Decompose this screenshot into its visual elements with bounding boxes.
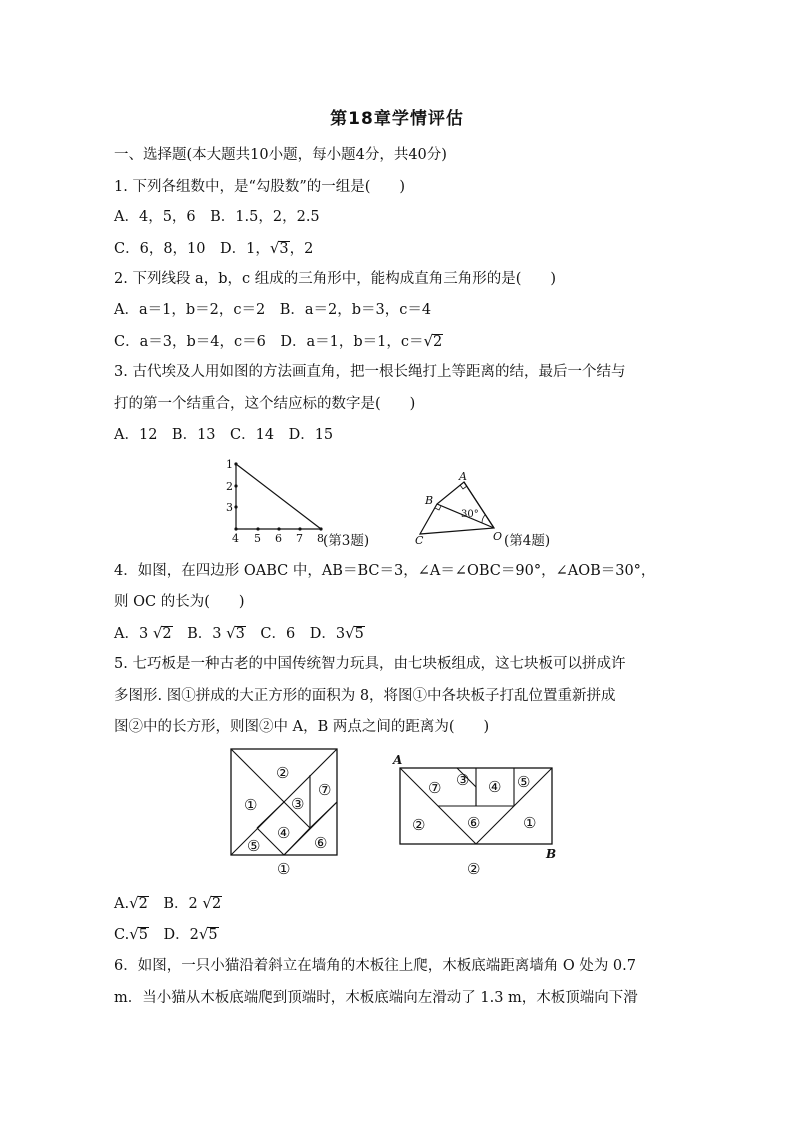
q1-options-cd bbox=[114, 238, 313, 259]
radicand: 5 bbox=[354, 626, 364, 642]
sqrt-sign: √ bbox=[129, 894, 139, 912]
q5-stem-line3: 图②中的长方形，则图②中 A，B 两点之间的距离为( ) bbox=[114, 719, 490, 735]
page-title: 第18章学情评估 bbox=[330, 109, 464, 129]
q4-option-c: C．6 bbox=[260, 626, 296, 642]
sqrt-sign: √ bbox=[202, 894, 212, 912]
radicand: 2 bbox=[138, 896, 148, 912]
knot-label-3: 3 bbox=[226, 501, 233, 514]
q5-option-d: D．2 bbox=[163, 927, 199, 943]
radicand: 2 bbox=[211, 896, 222, 912]
piece-label: ③ bbox=[456, 771, 470, 789]
q2-option-text: C．a＝3，b＝4，c＝6 D．a＝1，b＝1，c＝ bbox=[114, 334, 424, 350]
radicand: 5 bbox=[208, 927, 218, 943]
sqrt-sign: √ bbox=[129, 925, 139, 943]
radicand: 5 bbox=[138, 927, 148, 943]
piece-label: ④ bbox=[488, 778, 502, 796]
tangram-square-figure bbox=[230, 748, 340, 858]
point-label-a: A bbox=[393, 753, 403, 767]
sqrt-sign: √ bbox=[345, 624, 355, 642]
piece-label: ① bbox=[523, 814, 537, 832]
q4-options bbox=[114, 623, 365, 644]
sqrt-sign: √ bbox=[152, 624, 163, 642]
q5-options-cd bbox=[114, 924, 219, 945]
sqrt-sign: √ bbox=[269, 239, 280, 257]
piece-label: ② bbox=[412, 816, 426, 834]
knot-label-4: 4 bbox=[232, 532, 239, 545]
piece-label: ⑥ bbox=[314, 834, 328, 852]
tangram-rectangle-figure bbox=[392, 752, 562, 860]
q5-stem-line2: 多图形. 图①拼成的大正方形的面积为 8，将图①中各块板子打乱位置重新拼成 bbox=[114, 688, 616, 704]
figure-1-caption: ① bbox=[277, 860, 291, 878]
q4-figure-caption: (第4题) bbox=[504, 533, 551, 549]
q4-quadrilateral-figure bbox=[410, 470, 503, 547]
piece-label: ④ bbox=[277, 824, 291, 842]
piece-label: ② bbox=[276, 764, 290, 782]
radicand: 2 bbox=[162, 626, 172, 642]
knot-label-6: 6 bbox=[275, 532, 282, 545]
sqrt-sign: √ bbox=[226, 624, 236, 642]
knot-label-5: 5 bbox=[254, 532, 261, 545]
q2-options-ab: A．a＝1，b＝2，c＝2 B．a＝2，b＝3，c＝4 bbox=[114, 302, 432, 318]
q4-stem-line1: 4．如图，在四边形 OABC 中，AB＝BC＝3，∠A＝∠OBC＝90°，∠AOB＝30°， bbox=[114, 563, 656, 579]
q5-options-ab bbox=[114, 893, 222, 914]
q4-stem-line2: 则 OC 的长为( ) bbox=[114, 594, 245, 610]
q4-option-a: A．3 bbox=[114, 626, 149, 642]
vertex-label-a: A bbox=[459, 470, 467, 483]
angle-label: 30° bbox=[461, 509, 479, 520]
q1-option-tail: ，2 bbox=[289, 241, 314, 257]
piece-label: ⑥ bbox=[467, 814, 481, 832]
knot-label-7: 7 bbox=[296, 532, 303, 545]
q5-option-c: C. bbox=[114, 927, 130, 943]
q6-stem-line2: m．当小猫从木板底端爬到顶端时，木板底端向左滑动了 1.3 m，木板顶端向下滑 bbox=[114, 990, 638, 1006]
radicand: 2 bbox=[433, 334, 443, 350]
q6-stem-line1: 6．如图，一只小猫沿着斜立在墙角的木板往上爬，木板底端距离墙角 O 处为 0.7 bbox=[114, 958, 636, 974]
vertex-label-c: C bbox=[415, 534, 424, 547]
piece-label: ① bbox=[244, 796, 258, 814]
figure-2-caption: ② bbox=[467, 860, 481, 878]
knot-label-2: 2 bbox=[226, 480, 233, 493]
section-heading: 一、选择题(本大题共10小题，每小题4分，共40分) bbox=[114, 147, 447, 163]
q2-stem: 2. 下列线段 a，b，c 组成的三角形中，能构成直角三角形的是( ) bbox=[114, 271, 557, 287]
q3-rope-triangle-figure bbox=[224, 456, 334, 546]
q5-option-a: A. bbox=[114, 896, 130, 912]
piece-label: ③ bbox=[291, 795, 305, 813]
sqrt-sign: √ bbox=[198, 925, 209, 943]
q1-stem: 1. 下列各组数中，是“勾股数”的一组是( ) bbox=[114, 179, 406, 195]
sqrt-sign: √ bbox=[423, 332, 434, 350]
radicand: 3 bbox=[279, 241, 289, 257]
q3-stem-line2: 打的第一个结重合，这个结应标的数字是( ) bbox=[114, 396, 416, 412]
q1-options-ab: A．4，5，6 B．1.5，2，2.5 bbox=[114, 209, 320, 225]
vertex-label-b: B bbox=[425, 494, 434, 507]
q3-options: A．12 B．13 C．14 D．15 bbox=[114, 427, 334, 443]
knot-label-8: 8 bbox=[317, 532, 324, 545]
radicand: 3 bbox=[235, 626, 245, 642]
knot-label-1: 1 bbox=[226, 458, 233, 471]
q4-option-d: D．3 bbox=[309, 626, 346, 642]
q1-option-text: C．6，8，10 D．1， bbox=[114, 241, 270, 257]
piece-label: ⑤ bbox=[247, 837, 261, 855]
piece-label: ⑦ bbox=[318, 781, 332, 799]
piece-label: ⑦ bbox=[428, 779, 442, 797]
q2-options-cd bbox=[114, 331, 443, 352]
q5-stem-line1: 5. 七巧板是一种古老的中国传统智力玩具，由七块板组成，这七块板可以拼成许 bbox=[114, 656, 626, 672]
point-label-b: B bbox=[546, 847, 557, 861]
vertex-label-o: O bbox=[493, 530, 503, 543]
q3-figure-caption: (第3题) bbox=[323, 533, 370, 549]
q3-stem-line1: 3. 古代埃及人用如图的方法画直角，把一根长绳打上等距离的结，最后一个结与 bbox=[114, 364, 626, 380]
piece-label: ⑤ bbox=[517, 773, 531, 791]
q5-option-b: B．2 bbox=[163, 896, 198, 912]
q4-option-b: B．3 bbox=[187, 626, 222, 642]
